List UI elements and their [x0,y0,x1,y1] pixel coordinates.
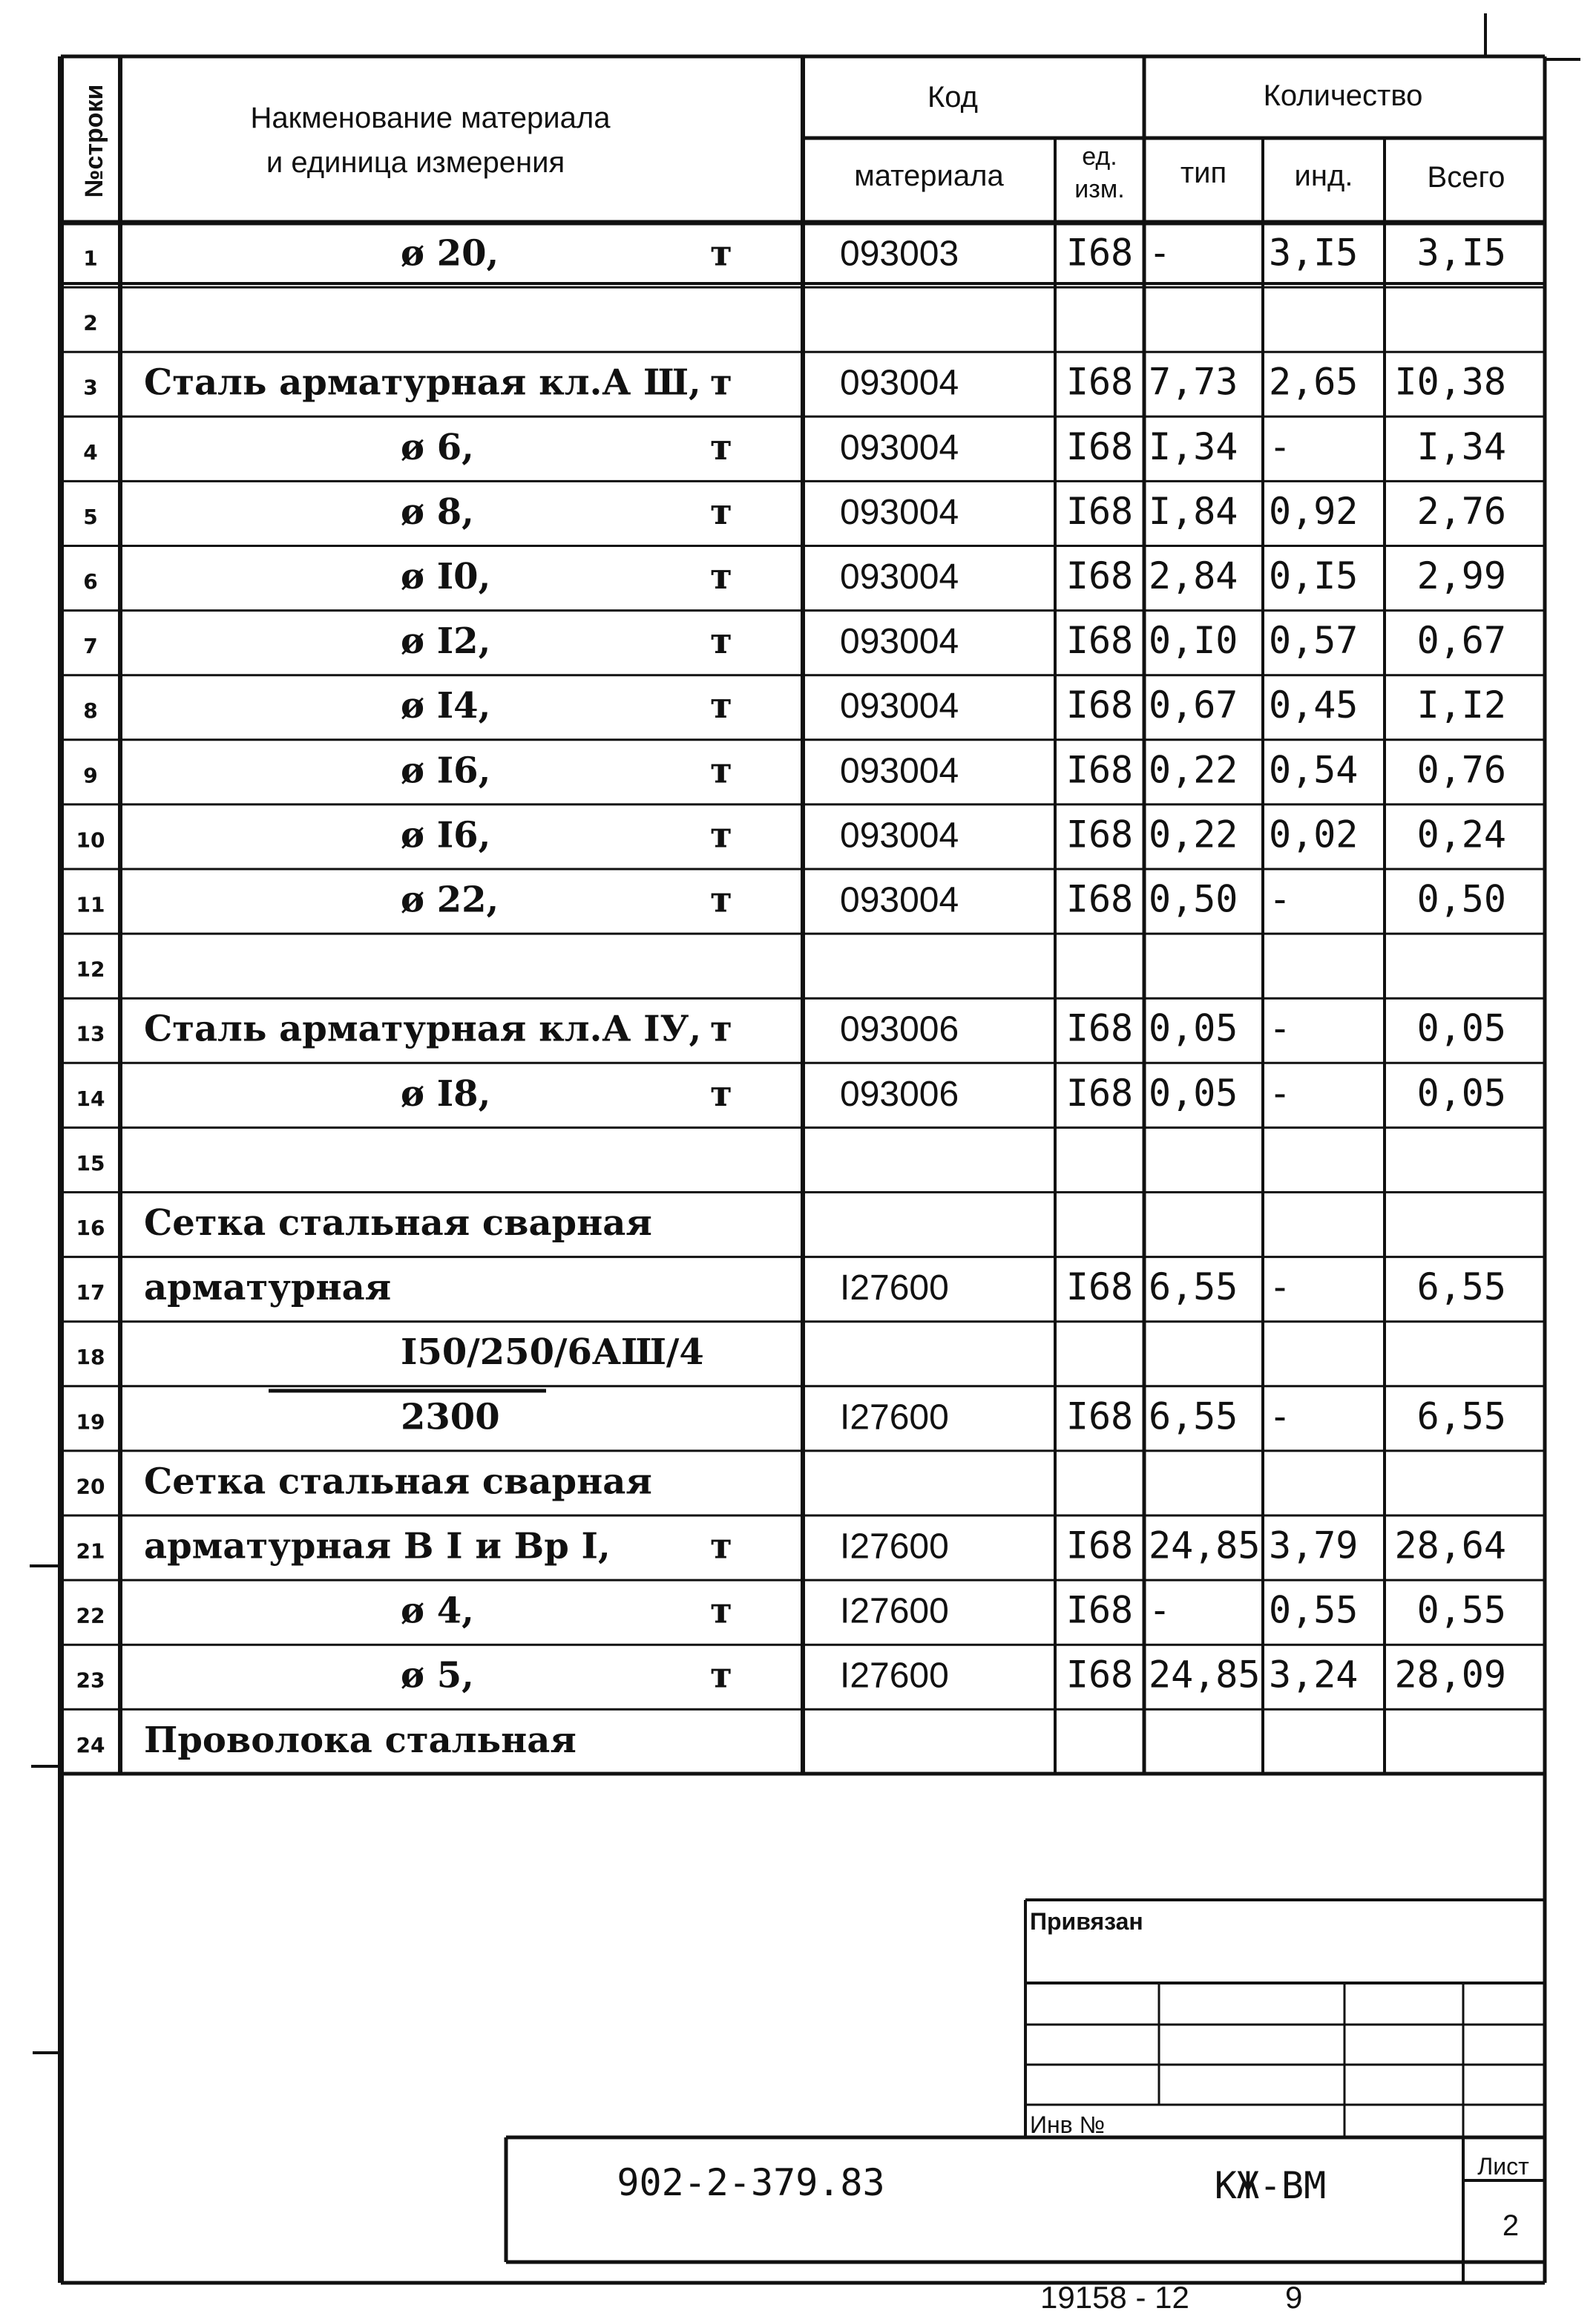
sheet-number: 2 [1502,2209,1520,2242]
row-number: 14 [76,1086,105,1111]
header-quantity: Количество [1263,79,1423,112]
unit-code: I68 [1065,877,1134,921]
sheet-label: Лист [1477,2153,1529,2180]
table-row [76,1394,1506,1438]
qty-typ: 0,I0 [1149,619,1238,663]
material-name: ø 8, [401,491,474,533]
qty-ind: 3,24 [1269,1653,1359,1697]
qty-typ: 0,22 [1149,813,1238,856]
row-number: 1 [83,246,98,271]
material-code: 093004 [840,751,959,791]
table-grid [61,56,1545,1774]
unit-code: I68 [1065,1653,1134,1697]
row-number: 6 [83,568,98,594]
row-number: 16 [76,1215,105,1240]
unit-suffix: т [710,750,732,792]
qty-total: 0,05 [1416,1006,1506,1050]
table-row [76,813,1506,856]
material-name: ø I2, [401,620,491,663]
material-code: 093004 [840,557,959,597]
qty-total: 0,05 [1416,1071,1506,1115]
unit-code: I68 [1065,360,1134,404]
qty-total: I0,38 [1394,360,1506,404]
row-number: 11 [76,892,105,917]
material-code: 093006 [840,1009,959,1049]
qty-ind: - [1269,1394,1292,1438]
qty-total: 28,09 [1394,1653,1506,1697]
unit-suffix: т [710,620,732,663]
header-unit-line2: изм. [1074,175,1125,203]
material-code: 093004 [840,880,959,920]
material-code: 093006 [840,1074,959,1114]
qty-total: 0,24 [1416,813,1506,856]
row-number: 10 [76,827,105,853]
stamp-bound-label: Привязан [1030,1908,1143,1935]
qty-ind: 0,57 [1269,619,1359,663]
row-number: 21 [76,1538,105,1564]
table-row [76,1151,105,1176]
unit-suffix: т [710,555,732,597]
title-block [506,1900,1545,2283]
qty-ind: 0,I5 [1269,554,1359,597]
table-row [83,684,1506,727]
table-row [83,554,1506,597]
qty-typ: - [1149,1588,1172,1632]
qty-ind: - [1269,1265,1292,1309]
title-block-text [617,1908,1529,2242]
table-row [76,957,105,982]
material-name: Сетка стальная сварная [144,1461,652,1503]
header-total: Всего [1427,161,1505,194]
table-row [76,1589,1506,1632]
material-name: ø 6, [401,426,474,468]
qty-typ: 0,22 [1149,748,1238,792]
qty-total: 0,76 [1416,748,1506,792]
qty-total: 0,55 [1416,1588,1506,1632]
unit-code: I68 [1065,748,1134,792]
header-name-line1: Накменование материала [250,102,611,134]
table-row [76,877,1506,920]
row-number: 9 [83,763,98,788]
qty-typ: - [1149,231,1172,275]
row-number: 4 [83,439,98,465]
qty-ind: 0,45 [1269,684,1359,727]
unit-suffix: т [710,1008,732,1050]
unit-suffix: т [710,685,732,727]
material-name: Сетка стальная сварная [144,1202,652,1244]
table-row [83,311,97,335]
material-name: ø I6, [401,750,491,792]
row-number: 12 [76,957,105,982]
row-number: 7 [83,634,98,659]
header-row-number: №строки [80,84,108,198]
qty-ind: 2,65 [1269,360,1359,404]
material-name: Сталь арматурная кл.А IУ, [144,1008,702,1050]
qty-total: 6,55 [1416,1265,1506,1309]
unit-suffix: т [710,1525,732,1567]
qty-total: 3,I5 [1416,231,1506,275]
unit-code: I68 [1065,1588,1134,1632]
qty-typ: 0,05 [1149,1071,1238,1115]
order-number: 19158 - 12 [1040,2280,1189,2314]
unit-code: I68 [1065,619,1134,663]
qty-ind: 0,92 [1269,489,1359,533]
row-number: 24 [76,1732,105,1757]
qty-typ: 24,85 [1149,1524,1261,1567]
header-unit-line1: ед. [1082,142,1117,171]
table-body [76,231,1506,1760]
qty-total: 0,50 [1416,877,1506,921]
table-row [76,1202,652,1244]
table-row [83,490,1506,533]
row-number: 15 [76,1150,105,1176]
unit-code: I68 [1065,1524,1134,1567]
qty-ind: 3,79 [1269,1524,1359,1567]
unit-code: I68 [1065,554,1134,597]
qty-typ: I,84 [1149,489,1238,533]
table-row [83,231,1506,274]
material-name: 2300 [401,1396,500,1438]
qty-ind: 0,54 [1269,748,1359,792]
row-number: 17 [76,1280,105,1305]
material-name: ø I4, [401,685,491,727]
qty-typ: 2,84 [1149,554,1238,597]
table-row [76,1072,1506,1115]
footer-page-mark: 9 [1285,2280,1303,2314]
material-code: I27600 [840,1656,949,1696]
material-name: ø I0, [401,555,491,597]
material-name: Сталь арматурная кл.А Ш, [144,361,701,404]
table-row [76,1653,1506,1697]
material-code: 093004 [840,816,959,856]
header-material: материала [854,160,1004,192]
unit-code: I68 [1065,489,1134,533]
row-number: 5 [83,504,98,529]
qty-typ: 0,67 [1149,684,1238,727]
row-number: 20 [76,1474,105,1499]
table-row [83,748,1506,791]
material-code: 093004 [840,427,959,468]
qty-ind: - [1269,877,1292,921]
material-name: ø 20, [401,232,499,275]
qty-ind: - [1269,425,1292,468]
material-code: I27600 [840,1268,949,1308]
material-code: I27600 [840,1397,949,1438]
row-number: 13 [76,1021,105,1046]
unit-code: I68 [1065,1006,1134,1050]
qty-ind: - [1269,1071,1292,1115]
material-name: ø I8, [401,1072,491,1115]
material-name: I50/250/6АШ/4 [401,1331,704,1374]
unit-suffix: т [710,879,732,921]
row-number: 18 [76,1345,105,1370]
table-row [76,1461,652,1502]
table-row [76,1007,1506,1050]
qty-typ: 6,55 [1149,1394,1238,1438]
material-code: 093003 [840,234,959,274]
row-number: 22 [76,1603,105,1628]
document-mark: КЖ-ВМ [1214,2164,1327,2207]
unit-suffix: т [710,491,732,533]
unit-suffix: т [710,1590,732,1632]
material-code: 093004 [840,686,959,727]
unit-code: I68 [1065,684,1134,727]
material-name: ø 22, [401,879,499,921]
qty-ind: 0,02 [1269,813,1359,856]
qty-total: I,I2 [1416,684,1506,727]
unit-code: I68 [1065,1394,1134,1438]
qty-ind: - [1269,1006,1292,1050]
qty-ind: 0,55 [1269,1588,1359,1632]
unit-suffix: т [710,361,732,404]
material-name: арматурная [144,1267,392,1309]
material-code: I27600 [840,1527,949,1567]
stamp-inv-label: Инв № [1030,2111,1105,2138]
footer-notes [1040,2280,1302,2314]
table-row [83,619,1506,662]
header-code: Код [927,81,979,114]
row-number: 23 [76,1668,105,1693]
unit-suffix: т [710,426,732,468]
unit-code: I68 [1065,231,1134,275]
material-code: 093004 [840,363,959,403]
header-ind: инд. [1294,160,1353,192]
table-row [76,1720,577,1761]
material-name: Проволока стальная [144,1719,577,1761]
header-name-line2: и единица измерения [266,146,565,179]
qty-total: 28,64 [1394,1524,1506,1567]
header-typ: тип [1180,157,1227,189]
document-code: 902-2-379.83 [617,2161,885,2204]
unit-code: I68 [1065,425,1134,468]
unit-code: I68 [1065,813,1134,856]
unit-suffix: т [710,232,732,275]
qty-total: 6,55 [1416,1394,1506,1438]
qty-ind: 3,I5 [1269,231,1359,275]
material-code: 093004 [840,622,959,662]
unit-suffix: т [710,1654,732,1697]
qty-total: I,34 [1416,425,1506,468]
unit-suffix: т [710,814,732,856]
qty-typ: I,34 [1149,425,1238,468]
qty-total: 2,76 [1416,489,1506,533]
unit-code: I68 [1065,1071,1134,1115]
qty-typ: 7,73 [1149,360,1238,404]
table-row [76,1265,1506,1308]
material-name: ø 5, [401,1654,474,1697]
unit-suffix: т [710,1072,732,1115]
row-number: 8 [83,698,98,724]
table-row [76,1524,1506,1567]
table-row [83,425,1506,468]
row-number: 2 [83,310,98,335]
qty-total: 0,67 [1416,619,1506,663]
material-code: 093004 [840,492,959,532]
qty-typ: 0,50 [1149,877,1238,921]
table-header [80,79,1505,203]
table-row [83,361,1506,404]
row-number: 19 [76,1409,105,1435]
qty-typ: 0,05 [1149,1006,1238,1050]
qty-total: 2,99 [1416,554,1506,597]
material-name: ø I6, [401,814,491,856]
row-number: 3 [83,375,98,400]
material-code: I27600 [840,1591,949,1631]
qty-typ: 6,55 [1149,1265,1238,1309]
table-row [76,1331,704,1373]
material-name: арматурная В I и Вр I, [144,1525,611,1567]
unit-code: I68 [1065,1265,1134,1309]
material-name: ø 4, [401,1590,474,1632]
qty-typ: 24,85 [1149,1653,1261,1697]
